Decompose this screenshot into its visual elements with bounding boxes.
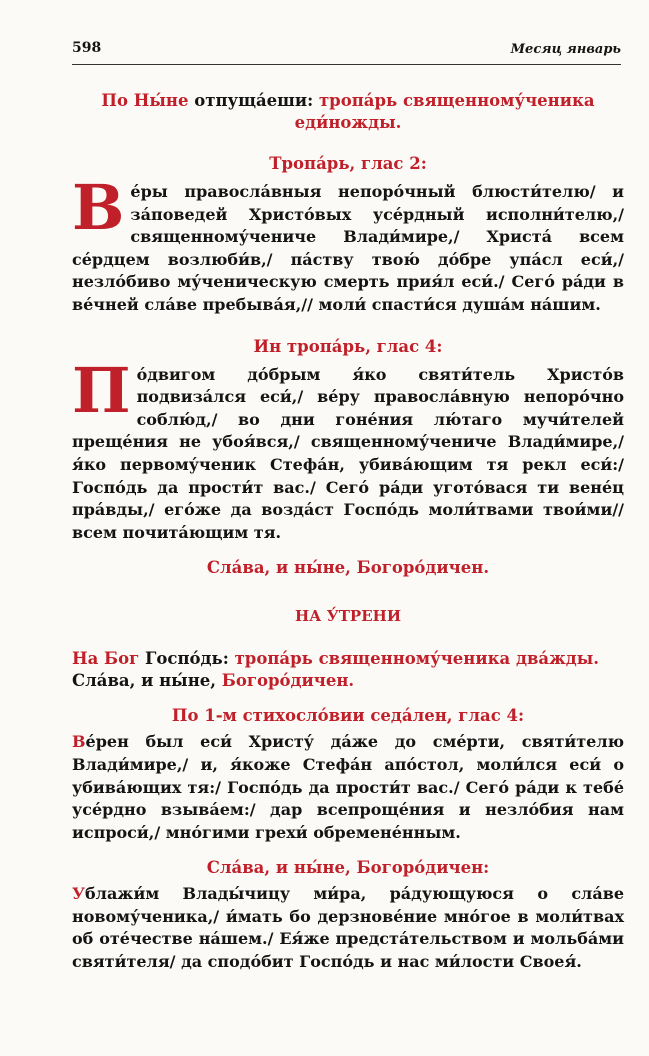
theotokion-initial: У [72, 884, 85, 904]
theotokion-body: блажи́м Влады́чицу ми́ра, ра́дующуюся о сла́ве новому́ченика,/ и́мать бо дерзнове́ние мно́гое в моли́твах об оте́честве на́шем./ Ея́же предста́тельством и мольба́ми святи́теля/ да сподо́бит Госпо́дь и нас ми́лости Своея́. [72, 884, 624, 972]
troparion2-heading: Ин тропа́рь, глас 4: [253, 336, 443, 356]
na-bog-black-a: Госпо́дь: [145, 649, 229, 669]
troparion2-text [72, 353, 624, 545]
intro-red-b: тропа́рь священному́ченика еди́ножды. [294, 91, 595, 132]
na-bog-black-b: Сла́ва, и ны́не, [72, 671, 217, 691]
na-bog-red-c: Богоро́дичен. [221, 671, 355, 691]
intro-black: отпуща́еши: [194, 91, 314, 110]
glory-rubric-1: Сла́ва, и ны́не, Богоро́дичен. [206, 558, 490, 578]
matins-heading: НА У́ТРЕНИ [294, 607, 401, 626]
page-number: 598 [72, 40, 102, 56]
intro-rubric [72, 90, 624, 134]
running-title: Месяц январь [510, 42, 621, 57]
sedalen-initial: В [72, 732, 86, 752]
troparion2-body: о́двигом до́брым я́ко святи́тель Христо́в подвиза́лся еси́,/ ве́ру правосла́вную непоро́чно соблю́д,/ во дни гоне́ния лю́таго мучи́телей преще́ния не убоя́вся,/ священному́чениче Влади́мире,/ я́ко первому́ченик Стефа́н, убива́ющим тя рекл еси́:/ Госпо́дь да прости́т вас./ Сего́ ра́ди угото́вася ти вене́ц пра́вды,/ его́же да возда́ст Госпо́дь моли́твами твои́ми// всем почита́ющим тя. [72, 364, 624, 542]
troparion2-initial: П [72, 353, 131, 427]
sedalen-heading: По 1-м стихосло́вии седа́лен, глас 4: [171, 706, 525, 726]
page-content [72, 90, 624, 974]
sedalen-text [72, 731, 624, 844]
troparion1-initial: В [72, 171, 125, 244]
na-bog-rubric [72, 648, 624, 692]
troparion1-text [72, 171, 624, 317]
na-bog-red-b: тропа́рь священному́ченика два́жды. [234, 649, 600, 669]
page-header [72, 40, 621, 65]
sedalen-body: е́рен был еси́ Христу́ да́же до сме́рти, святи́телю Влади́мире,/ и, я́коже Стефа́н апо́стол, моли́лся еси́ о убива́ющих тя:/ Госпо́дь да прости́т вас./ Сего́ ра́ди к тебе́ усе́рдно взыва́ем:/ дар всепроще́ния и незло́бия нам испроси́,/ мно́гими грехи́ обремене́нным. [72, 732, 624, 842]
troparion1-body: е́ры правосла́вныя непоро́чный блюсти́телю/ и за́поведей Христо́вых усе́рдный исполни́телю,/ священному́чениче Влади́мире,/ Христа́ всем се́рдцем возлюби́в,/ па́ству твою́ до́бре упа́сл еси́,/ незло́биво му́ченическую смерть прия́л еси́./ Сего́ ра́ди в ве́чней сла́ве пребыва́я,// моли́ спасти́ся душа́м на́шим. [72, 182, 624, 314]
theotokion-text [72, 883, 624, 973]
troparion1-heading: Тропа́рь, глас 2: [269, 154, 427, 173]
na-bog-red-a: На Бог [72, 649, 140, 669]
intro-red-a: По Ны́не [101, 91, 189, 110]
glory-rubric-2: Сла́ва, и ны́не, Богоро́дичен: [206, 858, 490, 878]
